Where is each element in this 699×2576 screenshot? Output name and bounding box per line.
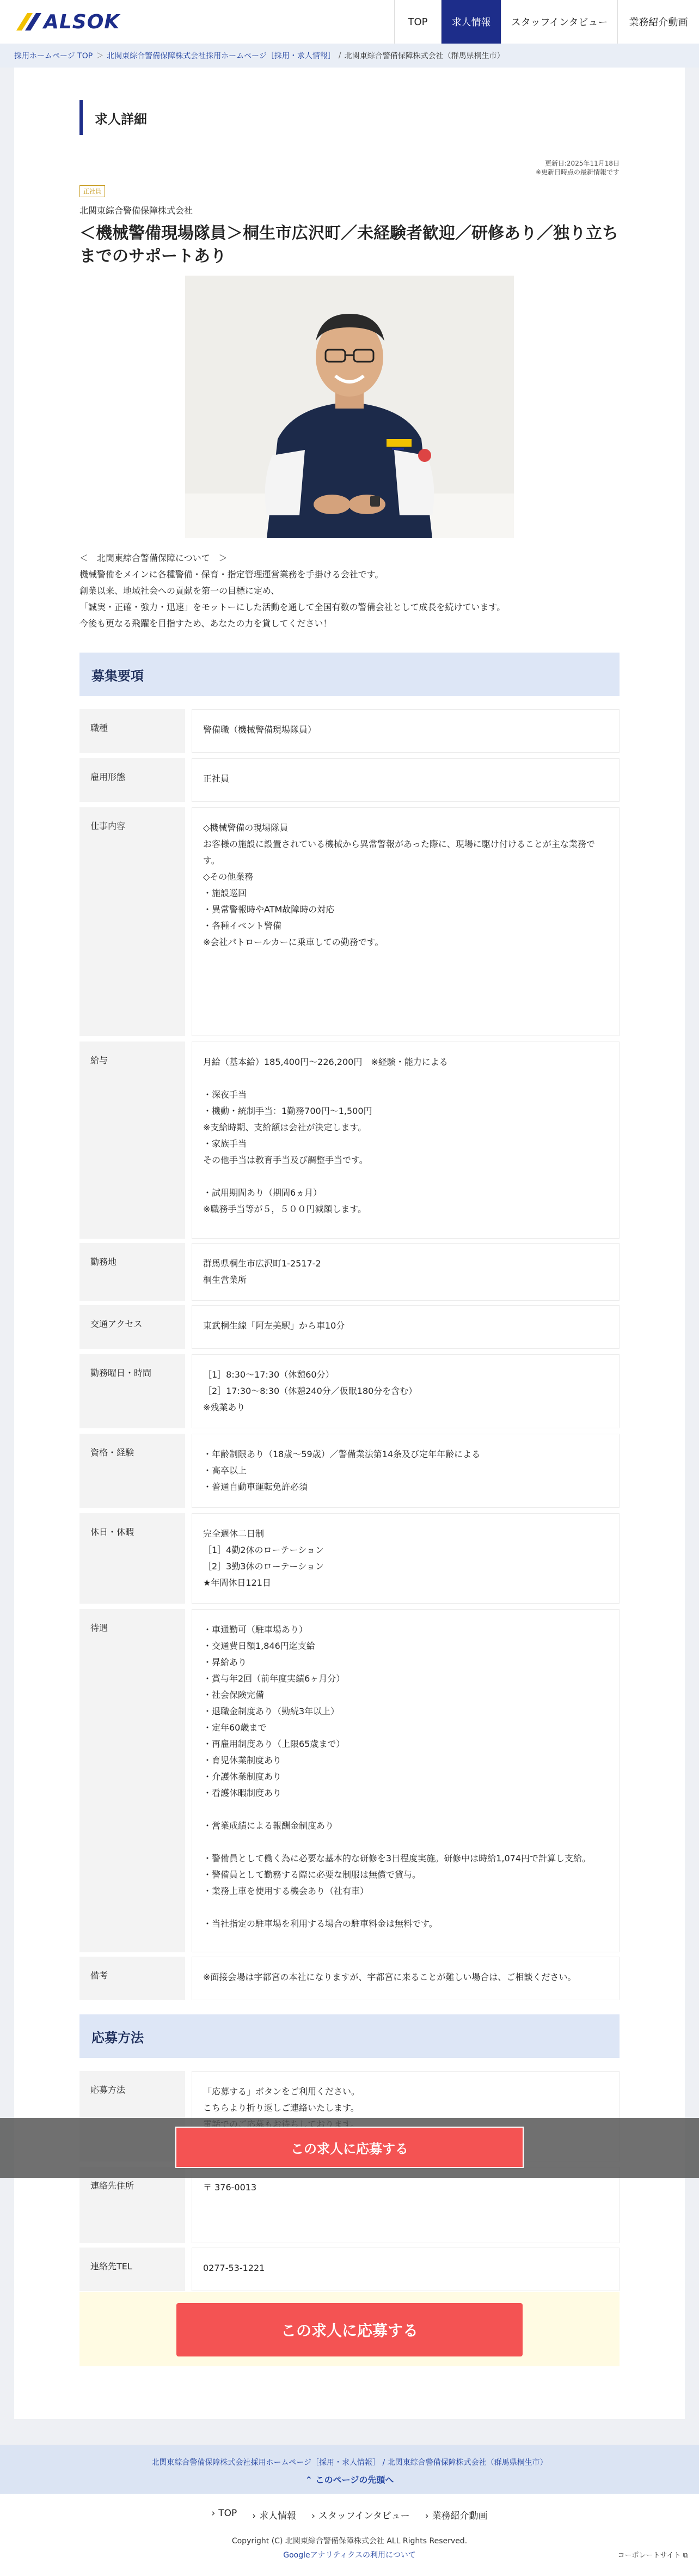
site-footer [0, 2494, 699, 2576]
row-label: 待遇 [79, 1609, 185, 1952]
sticky-apply-bar [0, 2118, 699, 2178]
nav-staff-interview[interactable]: スタッフインタビュー [501, 0, 617, 44]
row-value: ・車通勤可（駐車場あり） ・交通費日額1,846円迄支給 ・昇給あり ・賞与年2回（前年度実績6ヶ月分） ・社会保険完備 ・退職金制度あり（勤続3年以上） ・定年60歳まで ・再雇用制度あり（上限65歳まで） ・育児休業制度あり ・介護休業制度あり ・看護休暇制度あり ・営業成績による報酬金制度あり ・警備員として働く為に必要な基本的な研修を3日程度実施。研修中は時給1,074円で計算し支給。 ・警備員として勤務する際に必要な制服は無償で貸与。 ・業務上車を使用する機会あり（社有車） ・当社指定の駐車場を利用する場合の駐車料金は無料です。 [192, 1609, 620, 1952]
table-row [79, 807, 620, 1036]
footer-breadcrumb-links[interactable]: 北関東綜合警備保障株式会社採用ホームページ［採用・求人情報］ / 北関東綜合警備保障株式会社（群馬県桐生市） [151, 2458, 548, 2467]
nav-business-video[interactable]: 業務紹介動画 [617, 0, 699, 44]
apply-box [79, 2292, 620, 2366]
breadcrumb-separator: / [338, 51, 341, 60]
row-value: ・年齢制限あり（18歳〜59歳）／警備業法第14条及び定年年齢による ・高卒以上 ・普通自動車運転免許必須 [192, 1434, 620, 1508]
updated-date: 更新日:2025年11月18日 [544, 160, 620, 167]
logo-text: ALSOK [44, 10, 120, 33]
row-value: 東武桐生線「阿左美駅」から車10分 [192, 1305, 620, 1349]
breadcrumb-current: 北関東綜合警備保障株式会社（群馬県桐生市） [344, 52, 505, 60]
table-row [79, 709, 620, 753]
footer-band [0, 2445, 699, 2494]
breadcrumb [0, 44, 699, 68]
apply-button[interactable]: この求人に応募する [176, 2303, 523, 2356]
table-row [79, 1042, 620, 1239]
breadcrumb-home-link[interactable]: 採用ホームページ TOP [14, 52, 93, 60]
analytics-link[interactable]: Googleアナリティクスの利用について [283, 2551, 416, 2560]
main-nav [394, 0, 699, 44]
page-title: 求人詳細 [79, 100, 147, 135]
job-title: ＜機械警備現場隊員＞桐生市広沢町／未経験者歓迎／研修あり／独り立ちまでのサポートあり [79, 224, 618, 266]
breadcrumb-level2-link[interactable]: 北関東綜合警備保障株式会社採用ホームページ［採用・求人情報］ [107, 52, 335, 60]
intro-line: 創業以来、地域社会への貢献を第一の目標に定め、 [79, 586, 280, 596]
updated-note: ※更新日時点の最新情報です [535, 168, 620, 176]
table-row [79, 758, 620, 802]
footer-nav [0, 2508, 699, 2522]
application-heading: 応募方法 [79, 2014, 620, 2058]
company-intro [79, 550, 624, 632]
row-label: 勤務地 [79, 1243, 185, 1301]
row-value: 警備職（機械警備現場隊員） [192, 709, 620, 753]
footer-nav-staff-interview[interactable]: › スタッフインタビュー [311, 2508, 410, 2522]
employment-type-badge: 正社員 [79, 185, 105, 197]
intro-line: 「誠実・正確・強力・迅速」をモットーにした活動を通して全国有数の警備会社として成長を続けています。 [79, 602, 506, 612]
row-value: 0277-53-1221 [192, 2248, 620, 2291]
table-row [79, 1957, 620, 2000]
intro-line: 機械警備をメインに各種警備・保育・指定管理運営業務を手掛ける会社です。 [79, 569, 384, 580]
footer-nav-business-video[interactable]: › 業務紹介動画 [425, 2508, 488, 2522]
alsok-logo[interactable] [16, 12, 120, 32]
job-detail-card [14, 68, 685, 2419]
company-name: 北関東綜合警備保障株式会社 [79, 205, 193, 216]
row-value: ◇機械警備の現場隊員 お客様の施設に設置されている機械から異常警報があった際に、現場に駆け付けることが主な業務です。 ◇その他業務 ・施設巡回 ・異常警報時やATM故障時の対応 ・各種イベント警備 ※会社パトロールカーに乗車しての勤務です。 [192, 807, 620, 1036]
nav-top[interactable]: TOP [394, 0, 441, 44]
page-top-label: このページの先頭へ [315, 2475, 394, 2485]
row-label: 給与 [79, 1042, 185, 1239]
staff-photo [185, 276, 514, 538]
row-label: 勤務曜日・時間 [79, 1354, 185, 1428]
alsok-logo-mark-icon [16, 13, 41, 31]
row-label: 連絡先住所 [79, 2167, 185, 2243]
row-value: 「応募する」ボタンをご利用ください。 こちらより折り返しご連絡いたします。 [192, 2071, 620, 2161]
row-value: ※面接会場は宇都宮の本社になりますが、宇都宮に来ることが難しい場合は、ご相談ください。 [192, 1957, 620, 2000]
row-label: 雇用形態 [79, 758, 185, 802]
row-value: 完全週休二日制 ［1］4勤2休のローテーション ［2］3勤3休のローテーション ★年間休日121日 [192, 1513, 620, 1604]
staff-photo-illustration [185, 276, 514, 538]
sticky-apply-button[interactable]: この求人に応募する [175, 2127, 524, 2168]
row-label: 職種 [79, 709, 185, 753]
recruitment-heading: 募集要項 [79, 653, 620, 696]
table-row [79, 1305, 620, 1349]
footer-nav-job-info[interactable]: › 求人情報 [252, 2508, 296, 2522]
corporate-site-label: コーポレートサイト [617, 2551, 681, 2560]
table-row [79, 1609, 620, 1952]
footer-nav-top[interactable]: › TOP [211, 2508, 237, 2522]
row-label: 仕事内容 [79, 807, 185, 1036]
nav-job-info[interactable]: 求人情報 [441, 0, 501, 44]
row-label: 交通アクセス [79, 1305, 185, 1349]
row-value: 群馬県桐生市広沢町1-2517-2 桐生営業所 [192, 1243, 620, 1301]
page-top-link[interactable] [0, 2473, 699, 2486]
table-row [79, 1513, 620, 1604]
intro-line: 今後も更なる飛躍を目指すため、あなたの力を貸してください！ [79, 618, 332, 629]
copyright: Copyright (C) 北関東綜合警備保障株式会社 ALL Rights Reserved. [231, 2537, 468, 2545]
row-label: 休日・休暇 [79, 1513, 185, 1604]
external-link-icon: ⧉ [683, 2551, 688, 2560]
table-row [79, 1434, 620, 1508]
row-value: 正社員 [192, 758, 620, 802]
corporate-site-link[interactable] [617, 2549, 688, 2560]
row-label: 連絡先TEL [79, 2248, 185, 2291]
table-row-spacer [79, 2187, 620, 2230]
site-header [0, 0, 699, 44]
chevron-up-icon: ⌃ [305, 2475, 313, 2485]
row-label: 備考 [79, 1957, 185, 2000]
row-value: 〒 376-0013 [192, 2167, 620, 2243]
row-label: 資格・経験 [79, 1434, 185, 1508]
intro-line: ＜ 北関東綜合警備保障について ＞ [79, 553, 228, 563]
row-value: ［1］8:30〜17:30（休憩60分） ［2］17:30〜8:30（休憩240分／仮眠180分を含む） ※残業あり [192, 1354, 620, 1428]
table-row [79, 2248, 620, 2291]
row-value: 月給（基本給）185,400円〜226,200円 ※経験・能力による ・深夜手当 ・機動・統制手当：1勤務700円〜1,500円 ※支給時期、支給額は会社が決定します。 ・家族手当 その他手当は教育手当及び調整手当です。 ・試用期間あり（期間6ヵ月） ※職務手当等が５，５００円減額します。 [192, 1042, 620, 1239]
breadcrumb-separator: ＞ [96, 52, 104, 60]
table-row [79, 1243, 620, 1301]
table-row [79, 1354, 620, 1428]
update-info [536, 159, 620, 176]
row-label: 応募方法 [79, 2071, 185, 2161]
